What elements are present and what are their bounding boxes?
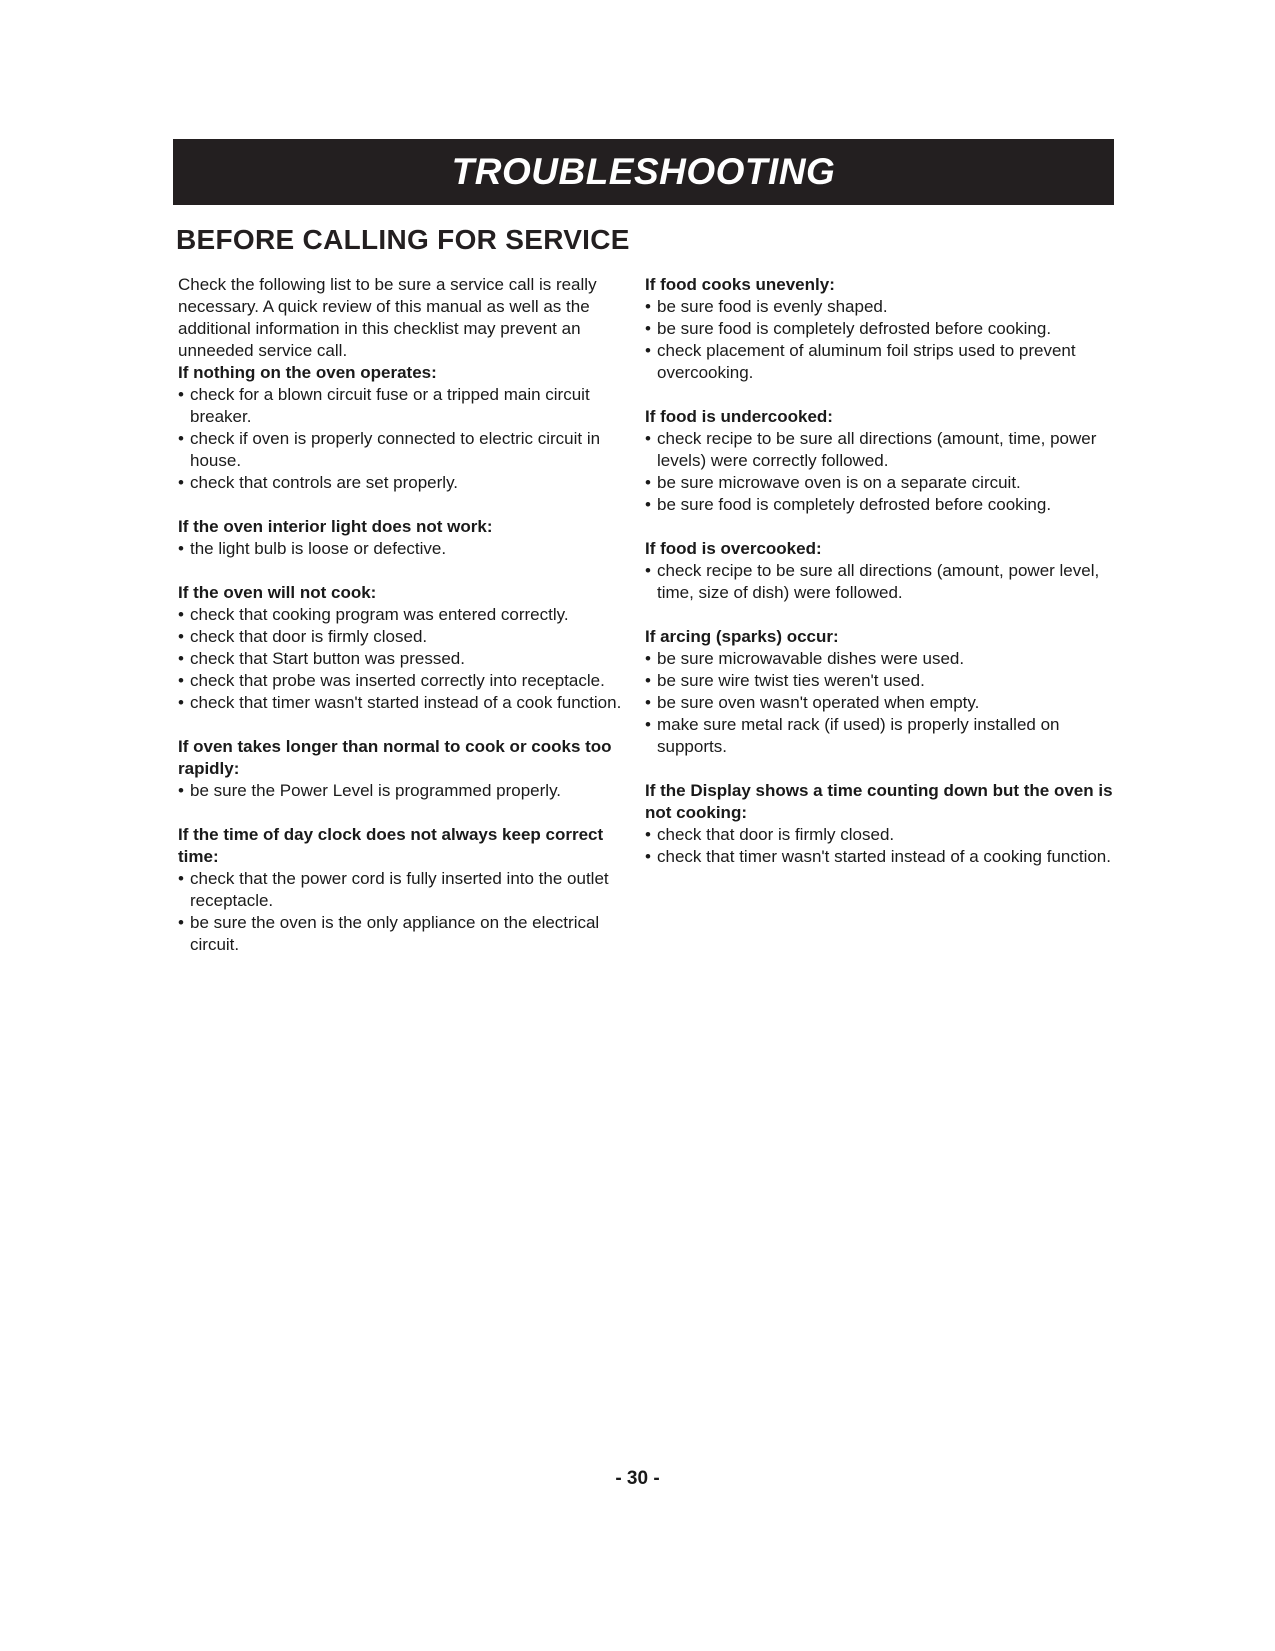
checklist-item: • be sure food is evenly shaped. xyxy=(645,296,1115,318)
troubleshoot-block-overcooked xyxy=(645,538,1115,604)
section-title: BEFORE CALLING FOR SERVICE xyxy=(176,224,630,255)
checklist-item: • check that cooking program was entered correctly. xyxy=(178,604,628,626)
page-title: TROUBLESHOOTING xyxy=(451,151,836,192)
troubleshoot-block-arcing xyxy=(645,626,1115,758)
block-heading: If nothing on the oven operates: xyxy=(178,363,437,382)
troubleshoot-block-undercooked xyxy=(645,406,1115,516)
checklist-item: • check placement of aluminum foil strips used to prevent overcooking. xyxy=(645,340,1115,384)
checklist-item: • make sure metal rack (if used) is properly installed on supports. xyxy=(645,714,1115,758)
checklist-item: • check recipe to be sure all directions (amount, power level, time, size of dish) were followed. xyxy=(645,560,1115,604)
block-heading: If food is overcooked: xyxy=(645,539,822,558)
checklist xyxy=(178,868,628,956)
troubleshoot-block-cooks-unevenly xyxy=(645,274,1115,384)
block-heading: If the Display shows a time counting down but the oven is not cooking: xyxy=(645,781,1113,822)
checklist-item: • check that timer wasn't started instead of a cooking function. xyxy=(645,846,1115,868)
block-heading: If oven takes longer than normal to cook or cooks too rapidly: xyxy=(178,737,612,778)
checklist-item: • check that door is firmly closed. xyxy=(178,626,628,648)
checklist xyxy=(645,560,1115,604)
troubleshoot-block-cook-time xyxy=(178,736,628,802)
block-heading: If food is undercooked: xyxy=(645,407,833,426)
checklist-item: • be sure the oven is the only appliance on the electrical circuit. xyxy=(178,912,628,956)
checklist-item: • check that Start button was pressed. xyxy=(178,648,628,670)
checklist xyxy=(645,648,1115,758)
checklist xyxy=(178,384,628,494)
troubleshoot-block-interior-light xyxy=(178,516,628,560)
troubleshoot-block-display-countdown xyxy=(645,780,1115,868)
checklist-item: • be sure food is completely defrosted before cooking. xyxy=(645,494,1115,516)
checklist-item: • check recipe to be sure all directions (amount, time, power levels) were correctly followed. xyxy=(645,428,1115,472)
checklist-item: • be sure wire twist ties weren't used. xyxy=(645,670,1115,692)
block-heading: If the oven interior light does not work: xyxy=(178,517,493,536)
page-number: - 30 - xyxy=(615,1468,660,1489)
block-heading: If food cooks unevenly: xyxy=(645,275,835,294)
checklist xyxy=(178,604,628,714)
checklist-item: • be sure oven wasn't operated when empty. xyxy=(645,692,1115,714)
checklist xyxy=(645,428,1115,516)
troubleshoot-block-will-not-cook xyxy=(178,582,628,714)
checklist xyxy=(178,538,628,560)
title-banner xyxy=(173,139,1114,205)
checklist-item: • check that controls are set properly. xyxy=(178,472,628,494)
troubleshoot-block-nothing-operates xyxy=(178,362,628,494)
checklist-item: • be sure microwavable dishes were used. xyxy=(645,648,1115,670)
checklist-item: • check that timer wasn't started instead of a cook function. xyxy=(178,692,628,714)
checklist-item: • check that the power cord is fully inserted into the outlet receptacle. xyxy=(178,868,628,912)
block-heading: If the oven will not cook: xyxy=(178,583,377,602)
block-heading: If arcing (sparks) occur: xyxy=(645,627,839,646)
troubleshoot-block-clock xyxy=(178,824,628,956)
intro-paragraph: Check the following list to be sure a service call is really necessary. A quick review of this manual as well as the additional information in this checklist may prevent an unneeded service call. xyxy=(178,275,597,360)
checklist-item: • the light bulb is loose or defective. xyxy=(178,538,628,560)
checklist-item: • be sure food is completely defrosted before cooking. xyxy=(645,318,1115,340)
checklist xyxy=(178,780,628,802)
right-column xyxy=(645,274,1115,868)
checklist-item: • be sure the Power Level is programmed properly. xyxy=(178,780,628,802)
left-column xyxy=(178,274,628,956)
checklist-item: • check that door is firmly closed. xyxy=(645,824,1115,846)
checklist-item: • be sure microwave oven is on a separate circuit. xyxy=(645,472,1115,494)
checklist xyxy=(645,296,1115,384)
checklist-item: • check that probe was inserted correctly into receptacle. xyxy=(178,670,628,692)
checklist xyxy=(645,824,1115,868)
checklist-item: • check for a blown circuit fuse or a tripped main circuit breaker. xyxy=(178,384,628,428)
checklist-item: • check if oven is properly connected to electric circuit in house. xyxy=(178,428,628,472)
block-heading: If the time of day clock does not always keep correct time: xyxy=(178,825,604,866)
